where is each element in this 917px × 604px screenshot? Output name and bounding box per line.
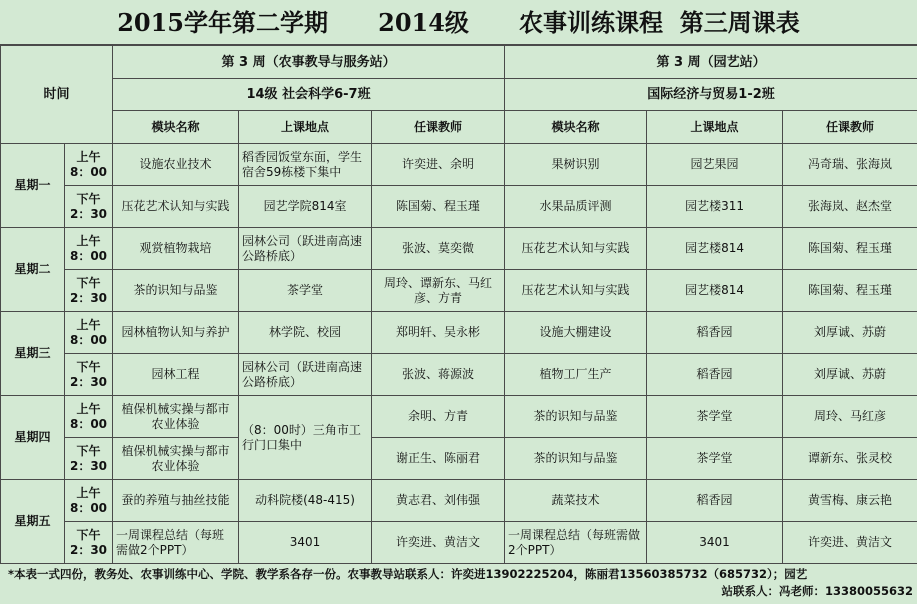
- day-label: 星期三: [1, 312, 65, 396]
- right-module: 设施大棚建设: [505, 312, 647, 354]
- footer-line-2: 站联系人：冯老师：13380055632: [721, 584, 913, 598]
- left-teacher: 黄志君、刘伟强: [372, 480, 505, 522]
- pm-slot: 下午 2：30: [65, 354, 113, 396]
- table-row: [1, 354, 917, 396]
- pm-slot: 下午 2：30: [65, 186, 113, 228]
- right-place: 园艺果园: [647, 144, 783, 186]
- left-week-header: 第 3 周（农事教导与服务站）: [113, 46, 505, 79]
- time-header: 时间: [1, 46, 113, 144]
- right-teacher: 刘厚诚、苏蔚: [783, 312, 917, 354]
- left-place: 园林公司（跃进南高速公路桥底）: [239, 228, 372, 270]
- right-place: 稻香园: [647, 354, 783, 396]
- right-module-col: 模块名称: [505, 111, 647, 144]
- left-teacher: 谢正生、陈丽君: [372, 438, 505, 480]
- left-module-col: 模块名称: [113, 111, 239, 144]
- right-place: 茶学堂: [647, 438, 783, 480]
- left-module: 茶的识知与品鉴: [113, 270, 239, 312]
- right-place: 园艺楼311: [647, 186, 783, 228]
- right-teacher: 许奕进、黄洁文: [783, 522, 917, 564]
- left-teacher: 周玲、谭新东、马红彦、方青: [372, 270, 505, 312]
- table-row: [1, 312, 917, 354]
- pm-slot: 下午 2：30: [65, 270, 113, 312]
- right-teacher: 陈国菊、程玉瑾: [783, 270, 917, 312]
- pm-slot: 下午 2：30: [65, 522, 113, 564]
- am-slot: 上午 8：00: [65, 396, 113, 438]
- right-place: 园艺楼814: [647, 228, 783, 270]
- left-module: 园林植物认知与养护: [113, 312, 239, 354]
- left-place: 茶学堂: [239, 270, 372, 312]
- pm-slot: 下午 2：30: [65, 438, 113, 480]
- right-module: 果树识别: [505, 144, 647, 186]
- table-row: [1, 186, 917, 228]
- right-place: 稻香园: [647, 480, 783, 522]
- left-teacher-col: 任课教师: [372, 111, 505, 144]
- right-place: 稻香园: [647, 312, 783, 354]
- left-module: 观赏植物栽培: [113, 228, 239, 270]
- left-place: 园林公司（跃进南高速公路桥底）: [239, 354, 372, 396]
- right-teacher: 冯奇瑞、张海岚: [783, 144, 917, 186]
- left-teacher: 余明、方青: [372, 396, 505, 438]
- left-teacher: 郑明轩、吴永彬: [372, 312, 505, 354]
- table-row: [1, 522, 917, 564]
- am-slot: 上午 8：00: [65, 480, 113, 522]
- right-place: 茶学堂: [647, 396, 783, 438]
- right-module: 茶的识知与品鉴: [505, 438, 647, 480]
- schedule-table: [0, 45, 917, 564]
- right-module: 植物工厂生产: [505, 354, 647, 396]
- table-row: [1, 228, 917, 270]
- day-label: 星期五: [1, 480, 65, 564]
- table-row: [1, 438, 917, 480]
- left-teacher: 许奕进、黄洁文: [372, 522, 505, 564]
- right-place: 3401: [647, 522, 783, 564]
- right-module: 蔬菜技术: [505, 480, 647, 522]
- footer-note: [0, 563, 917, 604]
- left-teacher: 张波、莫奕微: [372, 228, 505, 270]
- right-module: 压花艺术认知与实践: [505, 228, 647, 270]
- right-place: 园艺楼814: [647, 270, 783, 312]
- table-row: [1, 270, 917, 312]
- page-title: 2015学年第二学期 2014级 农事训练课程 第三周课表: [0, 0, 917, 45]
- left-place-col: 上课地点: [239, 111, 372, 144]
- day-label: 星期二: [1, 228, 65, 312]
- right-teacher-col: 任课教师: [783, 111, 917, 144]
- table-row: [1, 480, 917, 522]
- right-teacher: 谭新东、张灵校: [783, 438, 917, 480]
- right-teacher: 张海岚、赵杰堂: [783, 186, 917, 228]
- left-module: 园林工程: [113, 354, 239, 396]
- right-module: 压花艺术认知与实践: [505, 270, 647, 312]
- right-module: 一周课程总结（每班需做2个PPT）: [505, 522, 647, 564]
- left-place: 3401: [239, 522, 372, 564]
- left-place: 动科院楼(48-415): [239, 480, 372, 522]
- left-place: 林学院、校园: [239, 312, 372, 354]
- left-teacher: 许奕进、余明: [372, 144, 505, 186]
- left-place: 园艺学院814室: [239, 186, 372, 228]
- footer-line-1: *本表一式四份，教务处、农事训练中心、学院、教学系各存一份。农事教导站联系人：许奕进13902225204，陈丽君13560385732（685732）；园艺: [8, 567, 808, 581]
- left-place: （8：00时）三角市工行门口集中: [239, 396, 372, 480]
- left-class-header: 14级 社会科学6-7班: [113, 79, 505, 111]
- table-row: [1, 396, 917, 438]
- left-module: 植保机械实操与都市农业体验: [113, 396, 239, 438]
- left-module: 设施农业技术: [113, 144, 239, 186]
- right-teacher: 黄雪梅、康云艳: [783, 480, 917, 522]
- table-row: [1, 144, 917, 186]
- right-module: 水果品质评测: [505, 186, 647, 228]
- left-teacher: 张波、蒋源波: [372, 354, 505, 396]
- day-label: 星期一: [1, 144, 65, 228]
- right-teacher: 刘厚诚、苏蔚: [783, 354, 917, 396]
- left-module: 蚕的养殖与抽丝技能: [113, 480, 239, 522]
- left-module: 植保机械实操与都市农业体验: [113, 438, 239, 480]
- left-module: 压花艺术认知与实践: [113, 186, 239, 228]
- left-module: 一周课程总结（每班需做2个PPT）: [113, 522, 239, 564]
- right-week-header: 第 3 周（园艺站）: [505, 46, 917, 79]
- day-label: 星期四: [1, 396, 65, 480]
- left-teacher: 陈国菊、程玉瑾: [372, 186, 505, 228]
- right-place-col: 上课地点: [647, 111, 783, 144]
- right-teacher: 周玲、马红彦: [783, 396, 917, 438]
- right-class-header: 国际经济与贸易1-2班: [505, 79, 917, 111]
- left-place: 稻香园饭堂东面，学生宿舍59栋楼下集中: [239, 144, 372, 186]
- right-teacher: 陈国菊、程玉瑾: [783, 228, 917, 270]
- am-slot: 上午 8：00: [65, 144, 113, 186]
- am-slot: 上午 8：00: [65, 312, 113, 354]
- right-module: 茶的识知与品鉴: [505, 396, 647, 438]
- am-slot: 上午 8：00: [65, 228, 113, 270]
